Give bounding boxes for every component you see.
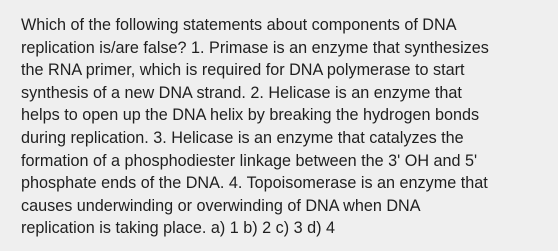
question-line: synthesis of a new DNA strand. 2. Helicase is an enzyme that xyxy=(21,83,462,102)
question-line: helps to open up the DNA helix by breaking the hydrogen bonds xyxy=(21,106,480,125)
question-line: replication is/are false? 1. Primase is an enzyme that synthesizes xyxy=(21,38,489,57)
question-line: causes underwinding or overwinding of DNA when DNA xyxy=(21,196,421,215)
question-line: phosphate ends of the DNA. 4. Topoisomerase is an enzyme that xyxy=(21,174,488,193)
question-line: formation of a phosphodiester linkage between the 3' OH and 5' xyxy=(21,151,478,170)
question-line: the RNA primer, which is required for DNA polymerase to start xyxy=(21,61,465,80)
question-line: during replication. 3. Helicase is an enzyme that catalyzes the xyxy=(21,128,464,147)
question-text xyxy=(21,14,546,240)
question-line: Which of the following statements about components of DNA xyxy=(21,16,457,34)
question-line: replication is taking place. a) 1 b) 2 c) 3 d) 4 xyxy=(21,219,336,238)
